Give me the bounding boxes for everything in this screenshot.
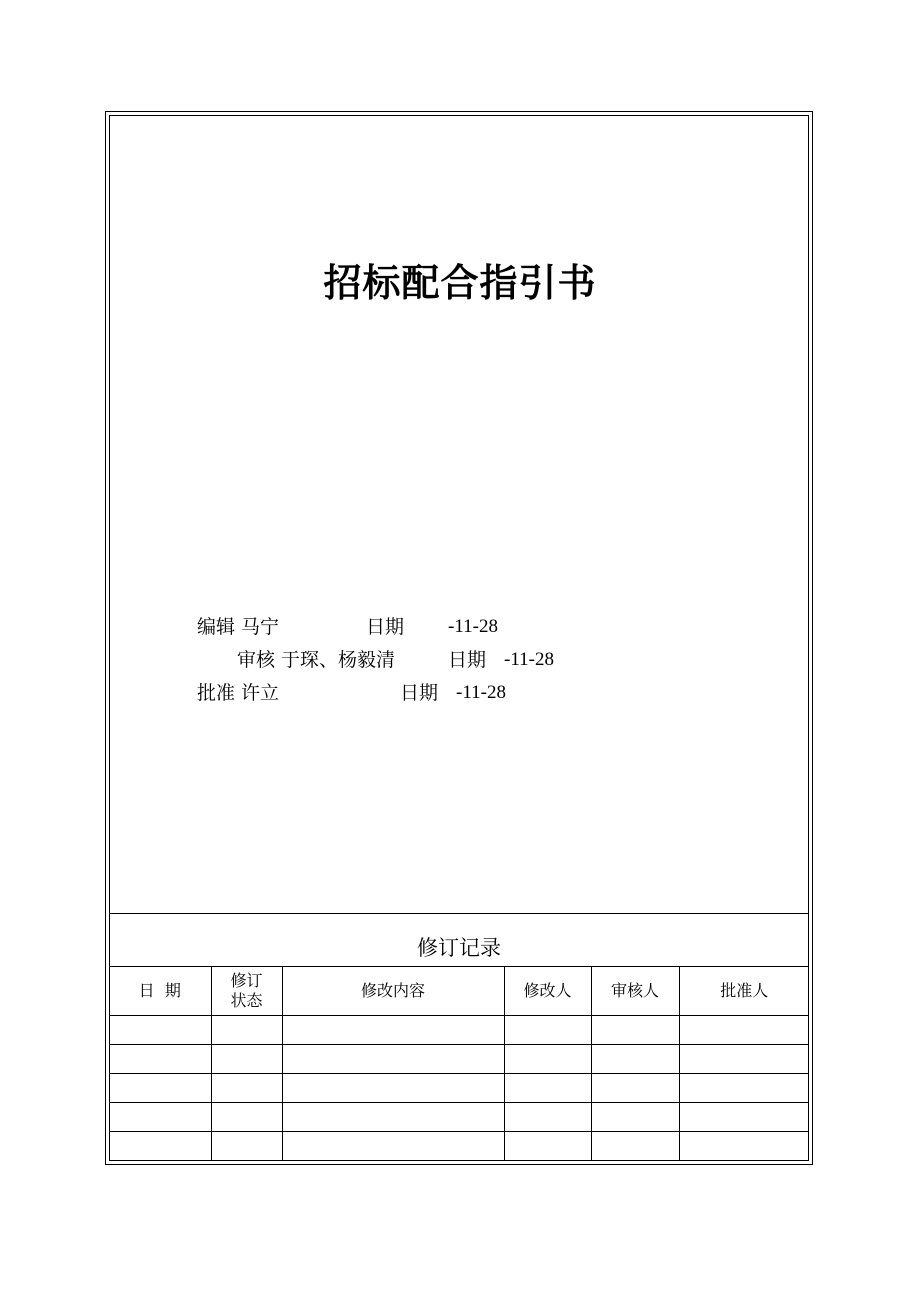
reviewer-date: -11-28 bbox=[504, 649, 554, 670]
table-cell bbox=[679, 1016, 809, 1045]
header-reviewer: 审核人 bbox=[591, 967, 679, 1016]
table-cell bbox=[591, 1132, 679, 1161]
revision-record bbox=[109, 913, 809, 1161]
table-cell bbox=[109, 1103, 211, 1132]
table-cell bbox=[109, 1045, 211, 1074]
table-cell bbox=[504, 1045, 591, 1074]
table-cell bbox=[109, 1016, 211, 1045]
editor-date: -11-28 bbox=[448, 616, 498, 637]
table-cell bbox=[679, 1074, 809, 1103]
table-row bbox=[109, 1016, 809, 1045]
document-title: 招标配合指引书 bbox=[323, 260, 597, 305]
revision-record-title: 修订记录 bbox=[109, 913, 809, 966]
table-row bbox=[109, 1074, 809, 1103]
table-cell bbox=[109, 1132, 211, 1161]
table-row bbox=[109, 1045, 809, 1074]
table-cell bbox=[211, 1016, 282, 1045]
table-cell bbox=[679, 1103, 809, 1132]
table-cell bbox=[282, 1016, 504, 1045]
table-row bbox=[109, 1103, 809, 1132]
header-revision-content: 修改内容 bbox=[282, 967, 504, 1016]
table-row bbox=[109, 1132, 809, 1161]
approver-label: 批准 许立 bbox=[197, 682, 280, 704]
table-cell bbox=[504, 1103, 591, 1132]
table-cell bbox=[211, 1132, 282, 1161]
table-cell bbox=[109, 1074, 211, 1103]
table-cell bbox=[282, 1132, 504, 1161]
table-cell bbox=[591, 1103, 679, 1132]
table-cell bbox=[591, 1074, 679, 1103]
editor-label: 编辑 马宁 bbox=[197, 616, 280, 638]
table-cell bbox=[211, 1074, 282, 1103]
table-cell bbox=[282, 1103, 504, 1132]
table-cell bbox=[282, 1045, 504, 1074]
table-cell bbox=[211, 1103, 282, 1132]
table-cell bbox=[591, 1016, 679, 1045]
table-cell bbox=[282, 1074, 504, 1103]
approver-date: -11-28 bbox=[456, 682, 506, 703]
table-cell bbox=[679, 1045, 809, 1074]
table-cell bbox=[591, 1045, 679, 1074]
revision-table bbox=[109, 966, 809, 1160]
editor-date-label: 日期 bbox=[366, 616, 405, 638]
header-approver: 批准人 bbox=[679, 967, 809, 1016]
reviewer-date-label: 日期 bbox=[448, 649, 487, 671]
header-revision-status: 修订 状态 bbox=[211, 967, 282, 1016]
reviewer-label: 审核 于琛、杨毅清 bbox=[237, 649, 396, 671]
table-cell bbox=[504, 1074, 591, 1103]
approver-date-label: 日期 bbox=[400, 682, 439, 704]
table-cell bbox=[679, 1132, 809, 1161]
table-cell bbox=[504, 1132, 591, 1161]
header-modifier: 修改人 bbox=[504, 967, 591, 1016]
table-cell bbox=[211, 1045, 282, 1074]
table-cell bbox=[504, 1016, 591, 1045]
revision-table-header bbox=[109, 967, 809, 1016]
header-date: 日 期 bbox=[109, 967, 211, 1016]
